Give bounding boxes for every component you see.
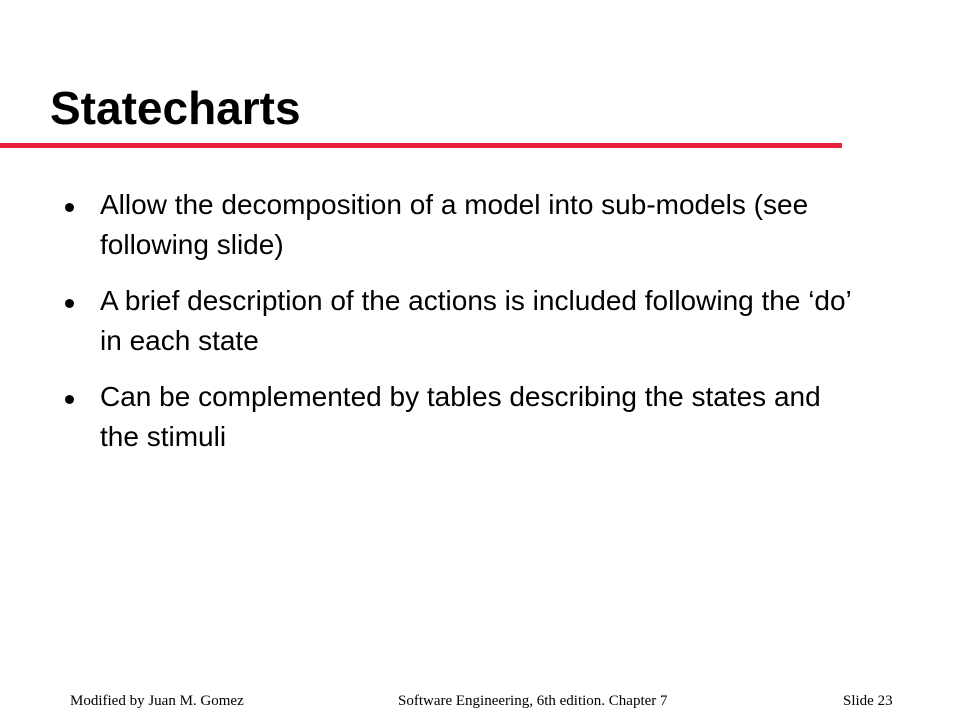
bullet-dot-icon (65, 203, 74, 212)
footer-author: Modified by Juan M. Gomez (70, 693, 244, 709)
bullet-item (0, 377, 860, 457)
bullet-dot-icon (65, 299, 74, 308)
bullet-item (0, 185, 860, 265)
bullet-text: Allow the decomposition of a model into sub-models (see following slide) (100, 189, 809, 260)
bullet-dot-icon (65, 395, 74, 404)
bullet-text: A brief description of the actions is included following the ‘do’ in each state (100, 285, 851, 356)
slide-title: Statecharts (50, 82, 301, 134)
bullet-list (0, 185, 960, 473)
bullet-text: Can be complemented by tables describing the states and the stimuli (100, 381, 821, 452)
footer-course: Software Engineering, 6th edition. Chapter 7 (398, 693, 668, 709)
bullet-item (0, 281, 860, 361)
title-underline (0, 143, 842, 148)
footer-slide-number: Slide 23 (843, 693, 893, 709)
